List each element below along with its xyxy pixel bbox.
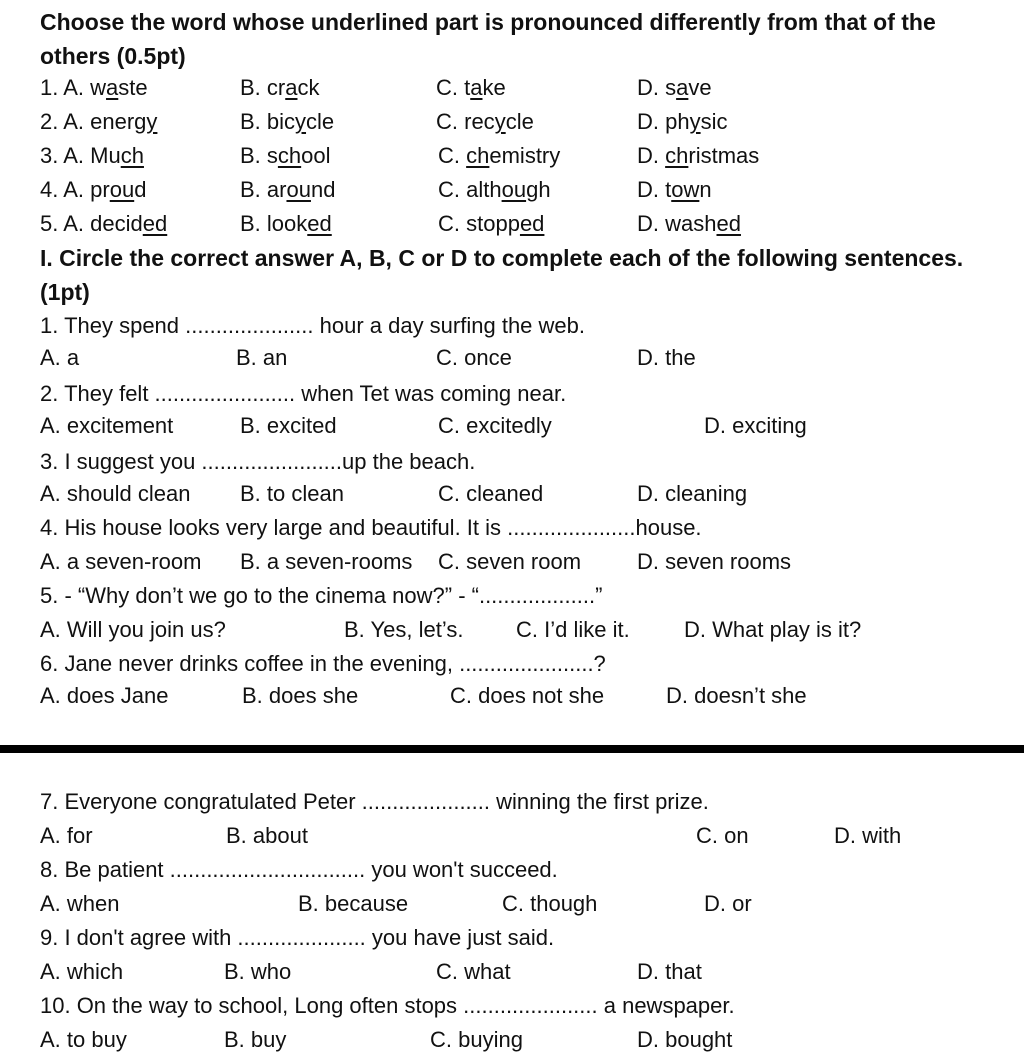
underlined-letters: ed: [716, 211, 741, 236]
answer-option[interactable]: C. what: [436, 959, 511, 984]
underlined-letters: y: [494, 109, 506, 134]
pronunciation-option[interactable]: [637, 74, 712, 102]
answer-option[interactable]: B. a seven-rooms: [240, 549, 413, 574]
answer-option[interactable]: A. a: [40, 345, 80, 370]
answer-option[interactable]: B. buy: [224, 1027, 287, 1052]
option-text: D. ph: [637, 109, 690, 134]
answer-option[interactable]: D. What play is it?: [684, 617, 862, 642]
underlined-letters: ed: [519, 211, 545, 236]
underlined-letters: ch: [665, 143, 689, 168]
pronunciation-option[interactable]: [40, 176, 146, 204]
option-text: B. cr: [240, 75, 286, 100]
question-text: 10. On the way to school, Long often stops ...................... a newspaper.: [40, 993, 735, 1018]
pronunciation-option[interactable]: [40, 74, 148, 102]
option-text: B. s: [240, 143, 278, 168]
option-text: n: [699, 177, 712, 202]
option-text: ve: [688, 75, 712, 100]
part2-heading-line-2: (1pt): [40, 279, 90, 305]
option-text: C. rec: [436, 109, 495, 134]
answer-option[interactable]: B. to clean: [240, 481, 344, 506]
underlined-letters: ou: [286, 177, 311, 202]
option-text: 4. A. pr: [40, 177, 110, 202]
page-divider: [0, 745, 1024, 753]
option-text: 1. A. w: [40, 75, 107, 100]
question-text: 7. Everyone congratulated Peter ..................... winning the first prize.: [40, 789, 709, 814]
question-text: 5. - “Why don’t we go to the cinema now?” - “...................”: [40, 583, 603, 608]
option-text: C. stopp: [438, 211, 520, 236]
answer-option[interactable]: B. because: [298, 891, 409, 916]
option-text: ke: [482, 75, 506, 100]
answer-option[interactable]: A. for: [40, 823, 93, 848]
section-heading-line-1: Choose the word whose underlined part is pronounced differently from that of the: [40, 9, 936, 35]
answer-option[interactable]: D. with: [834, 823, 902, 848]
underlined-letters: a: [676, 75, 689, 100]
underlined-letters: a: [470, 75, 483, 100]
option-text: emistry: [489, 143, 561, 168]
option-text: ool: [301, 143, 331, 168]
pronunciation-option[interactable]: [438, 176, 551, 204]
option-text: D. t: [637, 177, 672, 202]
pronunciation-option[interactable]: [637, 108, 727, 136]
answer-option[interactable]: A. does Jane: [40, 683, 169, 708]
answer-option[interactable]: D. that: [637, 959, 702, 984]
option-text: C. alth: [438, 177, 502, 202]
answer-option[interactable]: B. excited: [240, 413, 337, 438]
answer-option[interactable]: A. should clean: [40, 481, 191, 506]
answer-option[interactable]: D. or: [704, 891, 752, 916]
answer-option[interactable]: B. who: [224, 959, 292, 984]
answer-option[interactable]: A. a seven-room: [40, 549, 202, 574]
answer-option[interactable]: C. I’d like it.: [516, 617, 630, 642]
option-text: ste: [118, 75, 148, 100]
option-text: d: [134, 177, 147, 202]
underlined-letters: y: [295, 109, 307, 134]
option-text: B. bic: [240, 109, 296, 134]
underlined-letters: y: [689, 109, 701, 134]
answer-option[interactable]: C. on: [696, 823, 749, 848]
option-text: sic: [700, 109, 728, 134]
question-text: 8. Be patient ................................ you won't succeed.: [40, 857, 558, 882]
question-text: 1. They spend ..................... hour a day surfing the web.: [40, 313, 585, 338]
question-text: 9. I don't agree with ..................... you have just said.: [40, 925, 555, 950]
underlined-letters: y: [146, 109, 158, 134]
option-text: D.: [637, 143, 666, 168]
underlined-letters: ow: [671, 177, 700, 202]
pronunciation-option[interactable]: [637, 210, 741, 238]
answer-option[interactable]: D. doesn’t she: [666, 683, 807, 708]
answer-option[interactable]: C. though: [502, 891, 598, 916]
pronunciation-option[interactable]: [240, 108, 334, 136]
option-text: B. ar: [240, 177, 287, 202]
option-text: nd: [310, 177, 336, 202]
answer-option[interactable]: D. bought: [637, 1027, 733, 1052]
underlined-letters: ch: [120, 143, 144, 168]
underlined-letters: ed: [307, 211, 332, 236]
answer-option[interactable]: B. does she: [242, 683, 359, 708]
pronunciation-option[interactable]: [637, 142, 759, 170]
answer-option[interactable]: B. an: [236, 345, 288, 370]
answer-option[interactable]: C. cleaned: [438, 481, 544, 506]
option-text: 5. A. decid: [40, 211, 143, 236]
answer-option[interactable]: A. when: [40, 891, 120, 916]
option-text: D. s: [637, 75, 677, 100]
option-text: B. look: [240, 211, 308, 236]
pronunciation-option[interactable]: [438, 210, 544, 238]
answer-option[interactable]: A. Will you join us?: [40, 617, 226, 642]
pronunciation-option[interactable]: [240, 176, 335, 204]
answer-option[interactable]: C. excitedly: [438, 413, 552, 438]
underlined-letters: ch: [277, 143, 302, 168]
pronunciation-option[interactable]: [40, 142, 144, 170]
pronunciation-option[interactable]: [240, 210, 332, 238]
option-text: cle: [306, 109, 335, 134]
question-text: 6. Jane never drinks coffee in the evening, ......................?: [40, 651, 606, 676]
answer-option[interactable]: D. the: [637, 345, 696, 370]
option-text: ristmas: [688, 143, 760, 168]
option-text: D. wash: [637, 211, 717, 236]
answer-option[interactable]: B. Yes, let’s.: [344, 617, 464, 642]
question-text: 2. They felt ....................... when Tet was coming near.: [40, 381, 567, 406]
pronunciation-option[interactable]: [436, 74, 506, 102]
pronunciation-option[interactable]: [40, 108, 157, 136]
underlined-letters: ou: [501, 177, 527, 202]
question-text: 4. His house looks very large and beautiful. It is .....................house.: [40, 515, 702, 540]
answer-option[interactable]: C. does not she: [450, 683, 605, 708]
pronunciation-option[interactable]: [240, 74, 319, 102]
pronunciation-option[interactable]: [436, 108, 534, 136]
option-text: cle: [505, 109, 534, 134]
option-text: C.: [438, 143, 467, 168]
section-heading-line-2: others (0.5pt): [40, 43, 186, 69]
answer-option[interactable]: B. about: [226, 823, 308, 848]
option-text: gh: [526, 177, 551, 202]
pronunciation-option[interactable]: [637, 176, 712, 204]
question-text: 3. I suggest you .......................up the beach.: [40, 449, 476, 474]
answer-option[interactable]: C. seven room: [438, 549, 582, 574]
option-text: ck: [297, 75, 320, 100]
answer-option[interactable]: C. once: [436, 345, 512, 370]
underlined-letters: ou: [109, 177, 135, 202]
pronunciation-option[interactable]: [240, 142, 331, 170]
pronunciation-option[interactable]: [438, 142, 560, 170]
answer-option[interactable]: C. buying: [430, 1027, 523, 1052]
underlined-letters: a: [106, 75, 119, 100]
answer-option[interactable]: D. exciting: [704, 413, 807, 438]
answer-option[interactable]: A. to buy: [40, 1027, 127, 1052]
answer-option[interactable]: D. seven rooms: [637, 549, 792, 574]
answer-option[interactable]: D. cleaning: [637, 481, 748, 506]
pronunciation-option[interactable]: [40, 210, 167, 238]
option-text: 3. A. Mu: [40, 143, 121, 168]
answer-option[interactable]: A. excitement: [40, 413, 174, 438]
option-text: 2. A. energ: [40, 109, 147, 134]
part2-heading-line-1: I. Circle the correct answer A, B, C or D to complete each of the following sentences.: [40, 245, 964, 271]
underlined-letters: ed: [142, 211, 168, 236]
underlined-letters: ch: [466, 143, 490, 168]
underlined-letters: a: [285, 75, 298, 100]
answer-option[interactable]: A. which: [40, 959, 124, 984]
option-text: C. t: [436, 75, 471, 100]
